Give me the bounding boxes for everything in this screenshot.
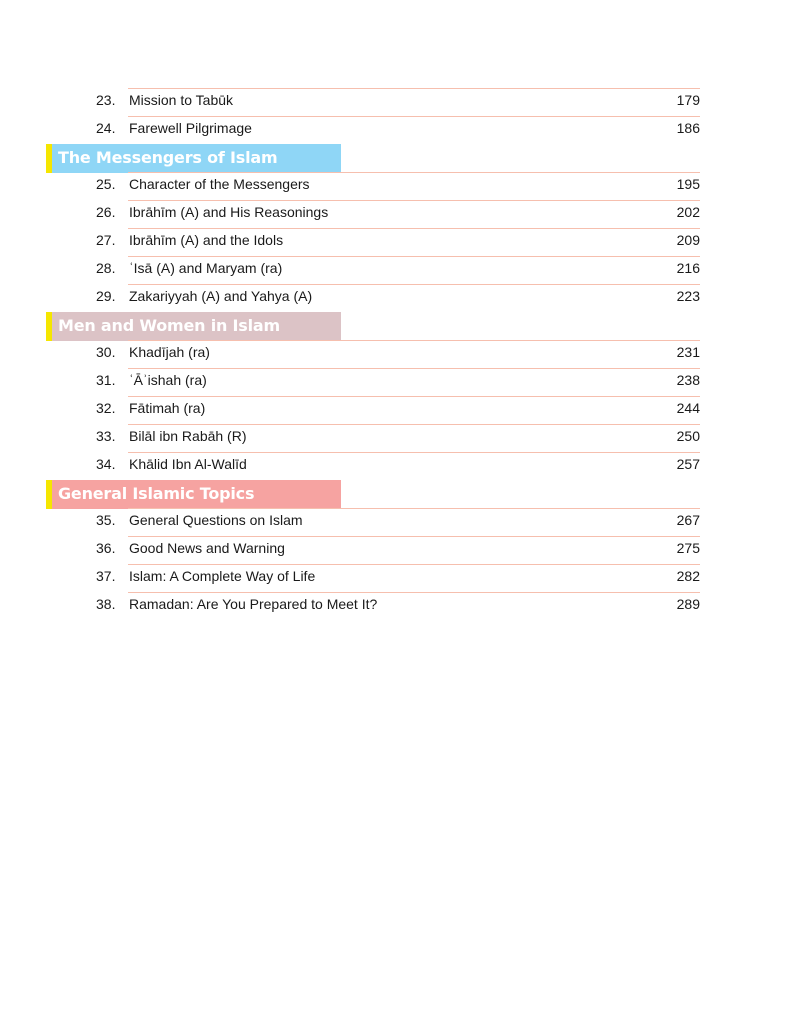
entry-page: 257 (676, 456, 700, 472)
entry-title[interactable]: Islam: A Complete Way of Life (129, 568, 316, 584)
section-accent-bar (46, 144, 52, 173)
divider (128, 536, 700, 537)
entry-number: 33. (96, 428, 116, 444)
entry-number: 26. (96, 204, 116, 220)
toc-entry[interactable] (0, 424, 791, 452)
toc-entry[interactable] (0, 284, 791, 312)
entry-page: 223 (676, 288, 700, 304)
entry-number: 36. (96, 540, 116, 556)
toc-entry[interactable] (0, 340, 791, 368)
divider (128, 564, 700, 565)
entry-page: 267 (676, 512, 700, 528)
entry-page: 186 (676, 120, 700, 136)
entry-title[interactable]: Ibrāhīm (A) and the Idols (129, 232, 284, 248)
toc-entry[interactable] (0, 228, 791, 256)
entry-page: 216 (676, 260, 700, 276)
entry-number: 32. (96, 400, 116, 416)
section-accent-bar (46, 480, 52, 509)
entry-title[interactable]: ʿĀʾishah (ra) (129, 372, 207, 388)
entry-number: 25. (96, 176, 116, 192)
entry-number: 29. (96, 288, 116, 304)
entry-title[interactable]: Farewell Pilgrimage (129, 120, 252, 136)
entry-page: 238 (676, 372, 700, 388)
toc-entry[interactable] (0, 452, 791, 480)
toc-entry[interactable] (0, 200, 791, 228)
section-title: General Islamic Topics (58, 484, 255, 503)
entry-page: 244 (676, 400, 700, 416)
toc-entry[interactable] (0, 172, 791, 200)
divider (128, 256, 700, 257)
entry-title[interactable]: Good News and Warning (129, 540, 285, 556)
divider (128, 592, 700, 593)
section-title: Men and Women in Islam (58, 316, 280, 335)
entry-page: 250 (676, 428, 700, 444)
toc-entry[interactable] (0, 592, 791, 620)
entry-number: 31. (96, 372, 116, 388)
entry-title[interactable]: Mission to Tabūk (129, 92, 234, 108)
entry-title[interactable]: General Questions on Islam (129, 512, 303, 528)
entry-page: 179 (676, 92, 700, 108)
divider (128, 396, 700, 397)
entry-number: 35. (96, 512, 116, 528)
divider (128, 368, 700, 369)
entry-title[interactable]: Khadījah (ra) (129, 344, 210, 360)
table-of-contents (0, 88, 791, 620)
divider (128, 116, 700, 117)
entry-number: 27. (96, 232, 116, 248)
entry-title[interactable]: Bilāl ibn Rabāh (R) (129, 428, 247, 444)
entry-title[interactable]: Ramadan: Are You Prepared to Meet It? (129, 596, 378, 612)
section-header (0, 144, 791, 172)
section-header (0, 312, 791, 340)
divider (128, 88, 700, 89)
toc-entry[interactable] (0, 536, 791, 564)
entry-title[interactable]: ʿIsā (A) and Maryam (ra) (129, 260, 283, 276)
entry-number: 38. (96, 596, 116, 612)
entry-title[interactable]: Fātimah (ra) (129, 400, 206, 416)
section-header (0, 480, 791, 508)
divider (128, 424, 700, 425)
entry-title[interactable]: Zakariyyah (A) and Yahya (A) (129, 288, 313, 304)
entry-page: 282 (676, 568, 700, 584)
entry-page: 202 (676, 204, 700, 220)
entry-number: 28. (96, 260, 116, 276)
entry-number: 30. (96, 344, 116, 360)
entry-title[interactable]: Khālid Ibn Al-Walīd (129, 456, 247, 472)
entry-number: 23. (96, 92, 116, 108)
toc-entry[interactable] (0, 508, 791, 536)
divider (128, 228, 700, 229)
divider (128, 452, 700, 453)
entry-page: 231 (676, 344, 700, 360)
section-accent-bar (46, 312, 52, 341)
divider (128, 508, 700, 509)
divider (128, 340, 700, 341)
entry-page: 289 (676, 596, 700, 612)
entry-page: 195 (676, 176, 700, 192)
entry-title[interactable]: Character of the Messengers (129, 176, 310, 192)
toc-entry[interactable] (0, 88, 791, 116)
entry-title[interactable]: Ibrāhīm (A) and His Reasonings (129, 204, 329, 220)
section-title: The Messengers of Islam (58, 148, 278, 167)
entry-number: 24. (96, 120, 116, 136)
divider (128, 172, 700, 173)
toc-entry[interactable] (0, 368, 791, 396)
entry-page: 209 (676, 232, 700, 248)
toc-entry[interactable] (0, 116, 791, 144)
divider (128, 284, 700, 285)
entry-page: 275 (676, 540, 700, 556)
divider (128, 200, 700, 201)
entry-number: 37. (96, 568, 116, 584)
toc-entry[interactable] (0, 256, 791, 284)
toc-entry[interactable] (0, 564, 791, 592)
entry-number: 34. (96, 456, 116, 472)
toc-entry[interactable] (0, 396, 791, 424)
